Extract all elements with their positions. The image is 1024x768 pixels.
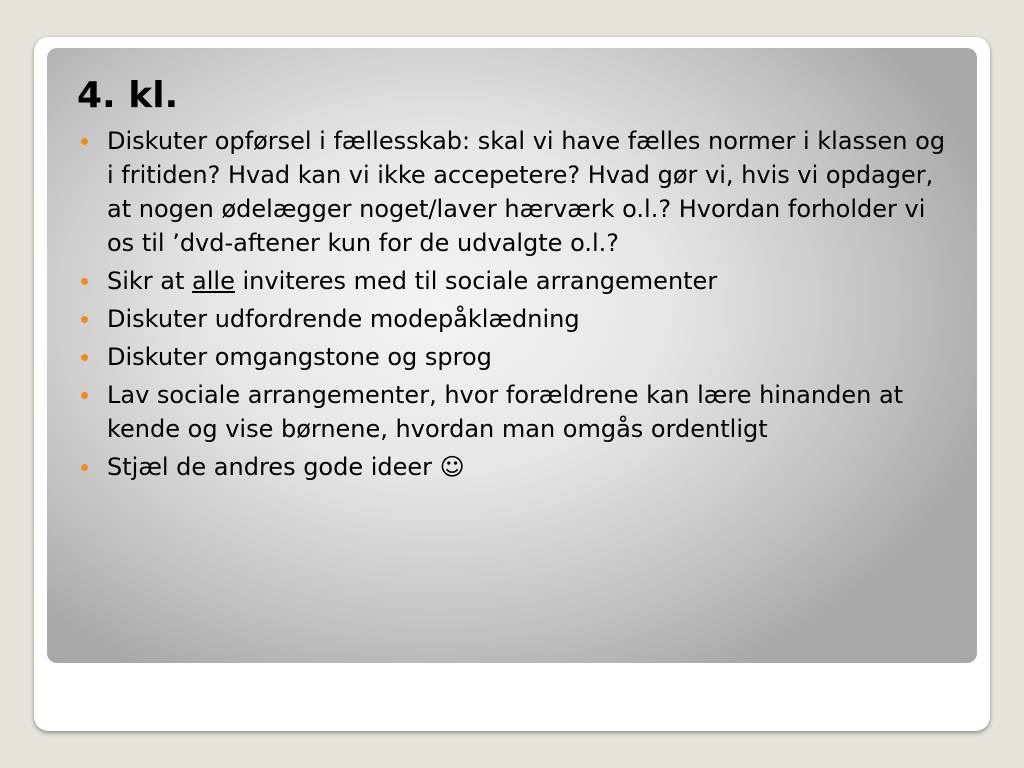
bullet-text: Diskuter udfordrende modepåklædning bbox=[107, 305, 580, 333]
bullet-dot-icon bbox=[81, 392, 88, 399]
bullet-text: Lav sociale arrangementer, hvor forældrene kan lære hinanden at kende og vise børnene, hvordan man omgås ordentligt bbox=[107, 381, 904, 443]
bullet-item-steal-ideas bbox=[77, 450, 957, 484]
bullet-dot-icon bbox=[81, 316, 88, 323]
bullet-text-emphasis: alle bbox=[192, 267, 235, 295]
bullet-list bbox=[77, 124, 957, 488]
bullet-text: Diskuter opførsel i fællesskab: skal vi have fælles normer i klassen og i fritiden? Hvad kan vi ikke accepetere? Hvad gør vi, hvis vi opdager, at nogen ødelægger noget/laver hærværk o.l.? Hvordan forholder vi os til ’dvd-aftener kun for de udvalgte o.l.? bbox=[107, 127, 946, 257]
bullet-dot-icon bbox=[81, 138, 88, 145]
bullet-text-pre: Sikr at bbox=[107, 267, 193, 295]
slide-content-panel bbox=[47, 48, 977, 663]
bullet-dot-icon bbox=[81, 464, 88, 471]
bullet-item-social-events bbox=[77, 378, 957, 446]
bullet-dot-icon bbox=[81, 354, 88, 361]
bullet-text: Stjæl de andres gode ideer ☺ bbox=[107, 453, 465, 481]
bullet-item-invite-all bbox=[77, 264, 957, 298]
bullet-item-fashion bbox=[77, 302, 957, 336]
bullet-text: Diskuter omgangstone og sprog bbox=[107, 343, 492, 371]
slide-title: 4. kl. bbox=[77, 75, 179, 116]
bullet-item-behavior bbox=[77, 124, 957, 260]
bullet-text-post: inviteres med til sociale arrangementer bbox=[234, 267, 718, 295]
bullet-dot-icon bbox=[81, 278, 88, 285]
bullet-item-language bbox=[77, 340, 957, 374]
